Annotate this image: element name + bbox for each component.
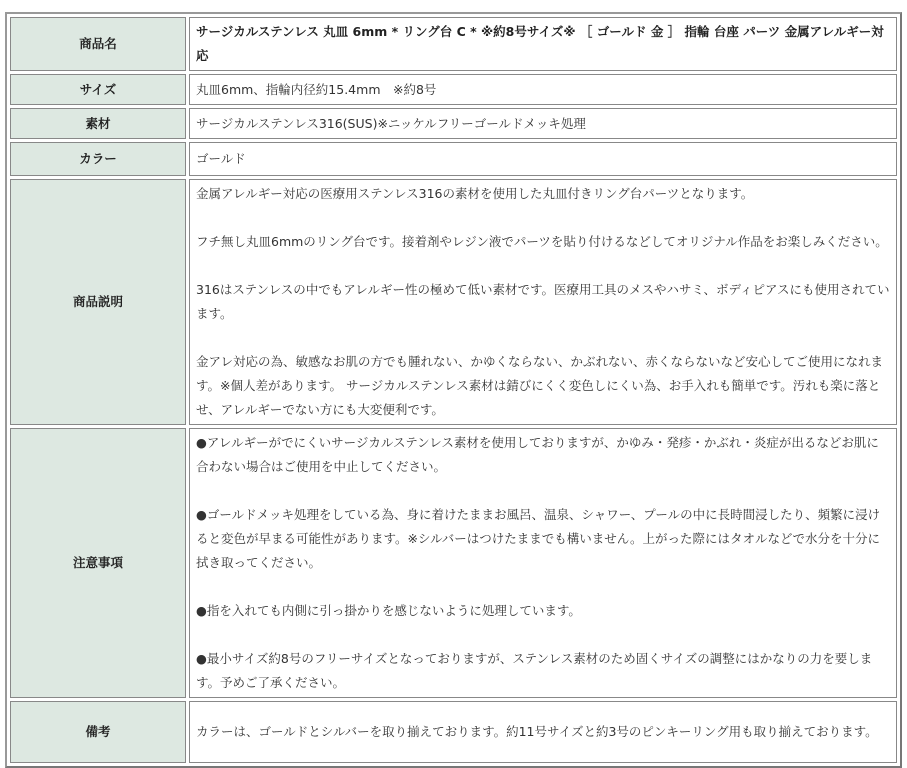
spec-value [189, 142, 897, 176]
spec-paragraph: 丸皿6mm、指輪内径約15.4mm ※約8号 [196, 81, 437, 97]
spec-label: 素材 [10, 108, 186, 139]
spec-row-material [10, 108, 897, 139]
spec-paragraph: ●指を入れても内側に引っ掛かりを感じないように処理しています。 [196, 603, 581, 618]
spec-label: カラー [10, 142, 186, 176]
spec-row-description [10, 179, 897, 425]
spec-paragraph: フチ無し丸皿6mmのリング台です。接着剤やレジン液でパーツを貼り付けるなどしてオリジナル作品をお楽しみください。 [196, 234, 888, 249]
product-spec-table [5, 12, 902, 768]
spec-label: 注意事項 [10, 428, 186, 698]
spec-label: 商品名 [10, 17, 186, 71]
spec-paragraph: 316はステンレスの中でもアレルギー性の極めて低い素材です。医療用工具のメスやハサミ、ボディピアスにも使用されています。 [196, 282, 890, 321]
spec-row-product-name [10, 17, 897, 71]
spec-label: サイズ [10, 74, 186, 105]
spec-paragraph: ゴールド [196, 151, 246, 166]
spec-value [189, 701, 897, 763]
spec-paragraph: ●アレルギーがでにくいサージカルステンレス素材を使用しておりますが、かゆみ・発疹・かぶれ・炎症が出るなどお肌に合わない場合はご使用を中止してください。 [196, 435, 879, 474]
spec-value [189, 428, 897, 698]
spec-row-color [10, 142, 897, 176]
spec-label: 備考 [10, 701, 186, 763]
spec-row-size [10, 74, 897, 105]
spec-value [189, 108, 897, 139]
spec-paragraph: 金アレ対応の為、敏感なお肌の方でも腫れない、かゆくならない、かぶれない、赤くならないなど安心してご使用になれます。※個人差があります。 サージカルステンレス素材は錆びにくく変色しにくい為、お手入れも簡単です。汚れも楽に落とせ、アレルギーでない方にも大変便利です。 [196, 354, 884, 417]
spec-paragraph: 金属アレルギー対応の医療用ステンレス316の素材を使用した丸皿付きリング台パーツとなります。 [196, 186, 754, 201]
spec-value [189, 179, 897, 425]
spec-row-remarks [10, 701, 897, 763]
spec-paragraph: サージカルステンレス 丸皿 6mm * リング台 C * ※約8号サイズ※ ［ ゴールド 金 ］ 指輪 台座 パーツ 金属アレルギー対応 [196, 24, 884, 63]
spec-row-notes [10, 428, 897, 698]
spec-paragraph: ●ゴールドメッキ処理をしている為、身に着けたままお風呂、温泉、シャワー、プールの中に長時間浸したり、頻繁に浸けると変色が早まる可能性があります。※シルバーはつけたままでも構いません。上がった際にはタオルなどで水分を十分に拭き取ってください。 [196, 507, 881, 570]
spec-paragraph: カラーは、ゴールドとシルバーを取り揃えております。約11号サイズと約3号のピンキーリング用も取り揃えております。 [196, 724, 878, 739]
spec-paragraph: サージカルステンレス316(SUS)※ニッケルフリーゴールドメッキ処理 [196, 115, 586, 131]
spec-label: 商品説明 [10, 179, 186, 425]
spec-paragraph: ●最小サイズ約8号のフリーサイズとなっておりますが、ステンレス素材のため固くサイズの調整にはかなりの力を要します。予めご了承ください。 [196, 651, 873, 690]
spec-value [189, 17, 897, 71]
spec-value [189, 74, 897, 105]
